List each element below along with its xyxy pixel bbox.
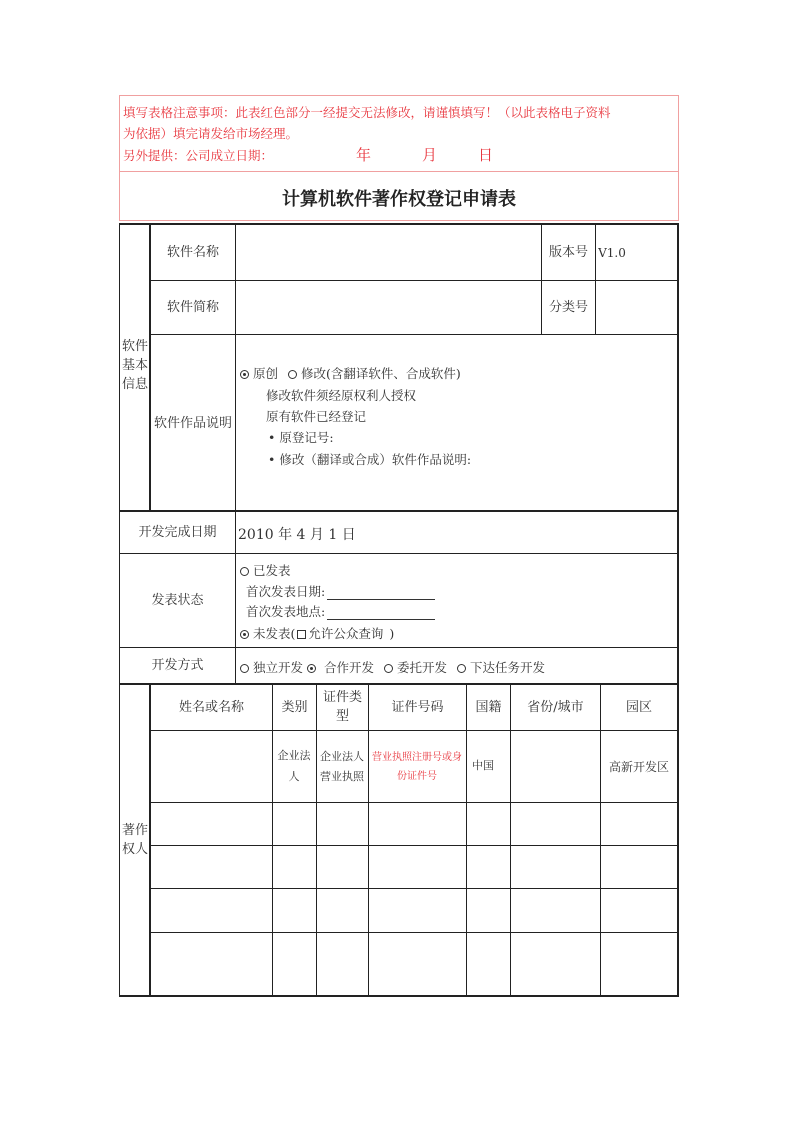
- software-name-field[interactable]: [236, 225, 541, 280]
- col-header-province-city: 省份/城市: [527, 700, 584, 716]
- notice-box: [119, 95, 679, 171]
- line-registered: 原有软件已经登记: [266, 409, 367, 424]
- owner-name-cell[interactable]: [151, 731, 272, 802]
- first-publish-date: 首次发表日期:: [246, 582, 435, 600]
- col-header-name: 姓名或名称: [178, 700, 244, 716]
- dev-mode-label: 开发方式: [151, 657, 204, 673]
- radio-empty-icon[interactable]: [240, 567, 249, 576]
- owner-province-city-cell[interactable]: [511, 731, 600, 802]
- notice-line-3: 另外提供：公司成立日期：: [123, 148, 274, 163]
- version-label: 版本号: [548, 244, 588, 260]
- radio-selected-icon[interactable]: [307, 664, 316, 673]
- page-title: 计算机软件著作权登记申请表: [282, 189, 516, 210]
- line-authorized: 修改软件须经原权利人授权: [266, 388, 417, 403]
- radio-empty-icon[interactable]: [384, 664, 393, 673]
- option-published[interactable]: 已发表: [240, 561, 291, 579]
- dev-mode-option-assigned[interactable]: 下达任务开发: [457, 660, 545, 675]
- owner-id-type-cell[interactable]: 企业法人营业执照: [320, 750, 364, 783]
- notice-month: 月: [422, 146, 438, 164]
- short-name-field[interactable]: [236, 281, 541, 334]
- title-box: [119, 171, 679, 221]
- description-label: 软件作品说明: [154, 415, 233, 431]
- radio-selected-icon[interactable]: [240, 630, 249, 639]
- col-header-park: 园区: [625, 700, 652, 716]
- dev-mode-option-independent[interactable]: 独立开发: [240, 660, 320, 675]
- notice-day: 日: [478, 146, 494, 164]
- dev-mode-option-commissioned[interactable]: 委托开发: [384, 660, 447, 675]
- bullet-original-reg: • 原登记号:: [268, 430, 334, 445]
- col-header-category: 类别: [281, 700, 308, 716]
- owner-nationality-cell[interactable]: 中国: [472, 759, 494, 773]
- col-header-id-number: 证件号码: [391, 700, 444, 716]
- first-publish-date-field[interactable]: [327, 587, 435, 600]
- option-unpublished[interactable]: 未发表( 允许公众查询 ): [240, 624, 394, 642]
- software-name-label: 软件名称: [166, 244, 219, 260]
- dev-date-value[interactable]: 2010 年 4 月 1 日: [238, 527, 356, 543]
- version-field[interactable]: V1.0: [598, 245, 626, 260]
- option-original[interactable]: 原创 修改(含翻译软件、合成软件): [240, 364, 461, 382]
- radio-selected-icon[interactable]: [240, 370, 249, 379]
- col-header-id-type: 证件类型: [322, 690, 362, 724]
- radio-empty-icon[interactable]: [457, 664, 466, 673]
- dev-date-label: 开发完成日期: [138, 524, 217, 540]
- col-header-nationality: 国籍: [475, 700, 502, 716]
- notice-year: 年: [356, 146, 372, 164]
- section-basic-info-label: 软件基本信息: [121, 339, 148, 392]
- notice-line-2: 为依据）填完请发给市场经理。: [123, 126, 299, 141]
- checkbox-icon[interactable]: [297, 630, 306, 639]
- dev-mode-option-cooperative[interactable]: 合作开发: [324, 660, 375, 675]
- dev-mode-options: [240, 658, 545, 676]
- radio-empty-icon[interactable]: [288, 370, 297, 379]
- owner-category-cell[interactable]: 企业法人: [277, 748, 311, 783]
- owner-id-number-cell[interactable]: 营业执照注册号或身份证件号: [372, 751, 462, 782]
- category-field[interactable]: [596, 281, 677, 334]
- first-publish-place: 首次发表地点:: [246, 602, 435, 620]
- owner-park-cell[interactable]: 高新开发区: [608, 759, 669, 774]
- publish-status-label: 发表状态: [151, 592, 204, 608]
- bullet-modified-desc: • 修改（翻译或合成）软件作品说明:: [268, 452, 472, 467]
- section-owners-label: 著作权人: [121, 823, 148, 857]
- first-publish-place-field[interactable]: [327, 607, 435, 620]
- radio-empty-icon[interactable]: [240, 664, 249, 673]
- short-name-label: 软件简称: [166, 299, 219, 315]
- category-label: 分类号: [548, 299, 588, 315]
- notice-line-1: 填写表格注意事项：此表红色部分一经提交无法修改，请谨慎填写！（以此表格电子资料: [123, 105, 611, 120]
